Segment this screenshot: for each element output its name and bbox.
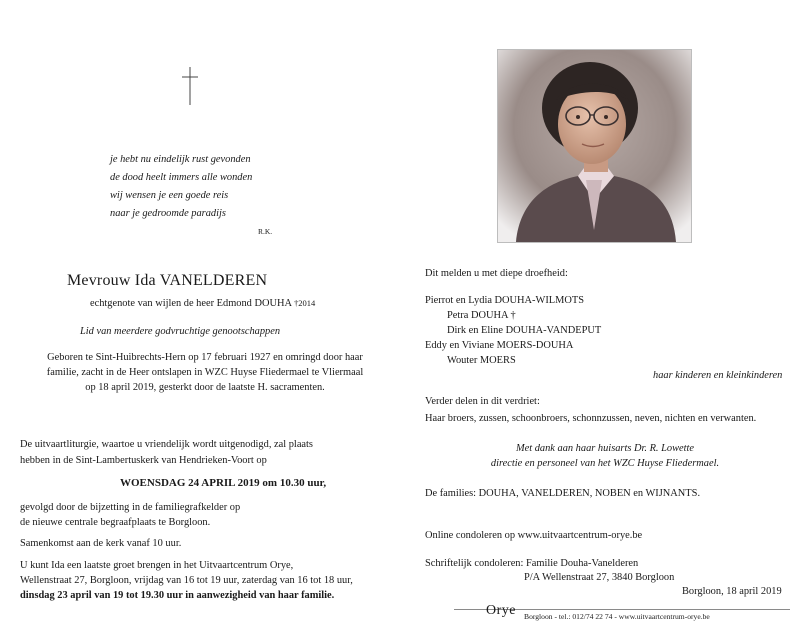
bio-line: Geboren te Sint-Huibrechts-Hern op 17 februari 1927 en omringd door haar [47, 352, 363, 363]
burial-line: gevolgd door de bijzetting in de familiegrafkelder op [20, 502, 241, 513]
thanks-line: Met dank aan haar huisarts Dr. R. Lowette [515, 443, 695, 454]
visit-line: Wellenstraat 27, Borgloon, vrijdag van 16 tot 19 uur, zaterdag van 16 tot 18 uur, [20, 575, 353, 586]
condolence-address: P/A Wellenstraat 27, 3840 Borgloon [524, 572, 675, 583]
funeral-datetime: WOENSDAG 24 APRIL 2019 om 10.30 uur, [120, 477, 327, 489]
thanks-line: directie en personeel van het WZC Huyse Fliedermael. [490, 458, 720, 469]
poem-line: wij wensen je een goede reis [110, 190, 229, 201]
family-member: Dirk en Eline DOUHA-VANDEPUT [447, 325, 602, 336]
funeral-intro: hebben in de Sint-Lambertuskerk van Hendrieken-Voort op [20, 455, 267, 466]
poem-line: je hebt nu eindelijk rust gevonden [110, 154, 251, 165]
membership: Lid van meerdere godvruchtige genootschappen [80, 326, 281, 337]
spouse-line [90, 299, 315, 309]
announcement-intro: Dit melden u met diepe droefheid: [425, 268, 568, 279]
deceased-name: Mevrouw Ida VANELDEREN [67, 272, 268, 289]
brand-logo: Orye [486, 603, 516, 618]
visit-family-line: dinsdag 23 april van 19 tot 19.30 uur in aanwezigheid van haar familie. [20, 590, 335, 601]
spouse-text: echtgenote van wijlen de heer Edmond DOUHA [90, 298, 292, 309]
poem-line: naar je gedroomde paradijs [110, 208, 226, 219]
funeral-intro: De uitvaartliturgie, waartoe u vriendelijk wordt uitgenodigd, zal plaats [20, 439, 313, 450]
bio-line: familie, zacht in de Heer ontslapen in WZC Huyse Fliedermael te Vliermaal [46, 367, 364, 378]
sorrow-relatives: Haar broers, zussen, schoonbroers, schonnzussen, neven, nichten en verwanten. [425, 413, 757, 424]
portrait-photo [497, 49, 692, 243]
burial-line: de nieuwe centrale begraafplaats te Borgloon. [20, 517, 211, 528]
family-member: Eddy en Viviane MOERS-DOUHA [425, 340, 574, 351]
place-date: Borgloon, 18 april 2019 [682, 586, 782, 597]
children-note: haar kinderen en kleinkinderen [653, 370, 783, 381]
spouse-death-mark: †2014 [294, 298, 316, 308]
family-member: Pierrot en Lydia DOUHA-WILMOTS [425, 295, 585, 306]
visit-line: U kunt Ida een laatste groet brengen in het Uitvaartcentrum Orye, [20, 560, 294, 571]
family-member: Petra DOUHA † [447, 310, 516, 321]
bio-line: op 18 april 2019, gesterkt door de laatste H. sacramenten. [85, 382, 325, 393]
families: De families: DOUHA, VANELDEREN, NOBEN en WIJNANTS. [425, 488, 701, 499]
poem-line: de dood heelt immers alle wonden [110, 172, 253, 183]
poem-author: R.K. [258, 227, 273, 236]
meeting-time: Samenkomst aan de kerk vanaf 10 uur. [20, 538, 182, 549]
sorrow-intro: Verder delen in dit verdriet: [425, 396, 540, 407]
footer-details: Borgloon - tel.: 012/74 22 74 - www.uitvaartcentrum-orye.be [524, 612, 710, 621]
family-member: Wouter MOERS [447, 355, 516, 366]
written-condolences: Schriftelijk condoleren: Familie Douha-Vanelderen [425, 558, 639, 569]
cross-icon [180, 66, 200, 106]
online-condolences: Online condoleren op www.uitvaartcentrum-orye.be [425, 530, 643, 541]
